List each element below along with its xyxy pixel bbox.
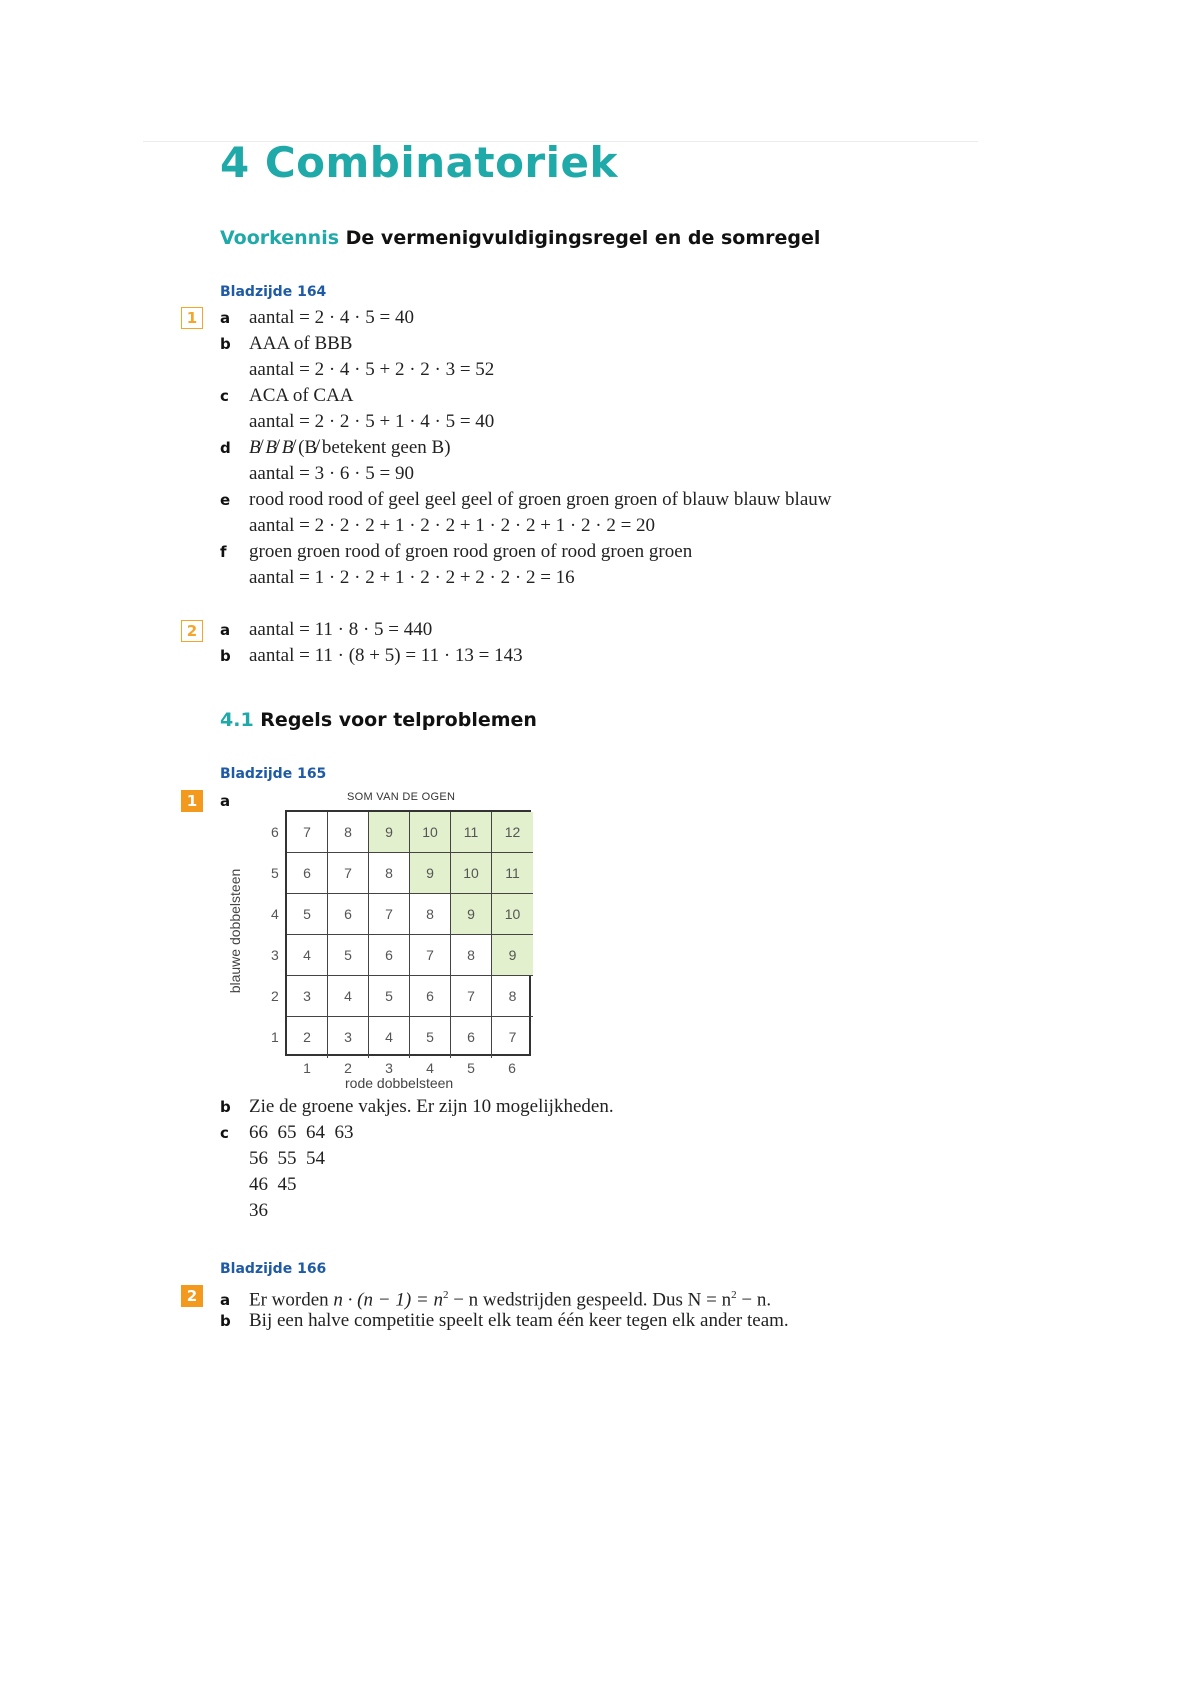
answer-text: rood rood rood of geel geel geel of groen groen groen of blauw blauw blauw [249,489,832,510]
table-cell: 12 [492,812,533,853]
x-tick-label: 5 [467,1060,475,1076]
answer-text: ACA of CAA [249,385,354,406]
letter-a: a [220,1291,231,1310]
x-tick-label: 3 [385,1060,393,1076]
letter-a: a [220,792,231,810]
x-tick-label: 2 [344,1060,352,1076]
answer-1d [220,436,451,460]
table-cell: 8 [369,853,410,894]
y-axis-label: blauwe dobbelsteen [227,868,243,994]
answer-1c-section2 [220,1121,354,1145]
table-cell: 10 [492,894,533,935]
answer-1b-section2 [220,1095,614,1119]
answer-1e-calc: aantal = 2 · 2 · 2 + 1 · 2 · 2 + 1 · 2 · 2 + 1 · 2 · 2 = 20 [249,515,656,536]
table-cell: 3 [328,1017,369,1058]
table-cell: 9 [410,853,451,894]
answer-1d-calc: aantal = 3 · 6 · 5 = 90 [249,463,414,484]
answer-1f [220,540,692,564]
table-cell: 7 [287,812,328,853]
table-cell: 9 [451,894,492,935]
table-cell: 5 [287,894,328,935]
table-cell: 11 [492,853,533,894]
letter-b: b [220,647,231,665]
answer-text: − n. [736,1289,772,1311]
table-cell: 7 [328,853,369,894]
table-cell: 6 [369,935,410,976]
y-tick-label: 3 [271,947,279,963]
superscript: 2 [731,1289,737,1301]
page-ref-166: Bladzijde 166 [220,1261,327,1277]
letter-b: b [220,1312,231,1330]
superscript: 2 [442,1289,449,1301]
answer-1b [220,332,352,356]
y-tick-label: 5 [271,865,279,881]
exercise-number-2: 2 [181,620,203,642]
table-cell: 9 [492,935,533,976]
letter-c: c [220,387,229,405]
letter-b: b [220,1098,231,1116]
answer-text: Zie de groene vakjes. Er zijn 10 mogelijkheden. [249,1096,614,1117]
answer-text: aantal = 11 · (8 + 5) = 11 · 13 = 143 [249,645,523,666]
answer-2a-section2 [220,1283,771,1312]
x-tick-label: 4 [426,1060,434,1076]
answer-text: groen groen rood of groen rood groen of rood groen groen [249,541,693,562]
y-tick-label: 1 [271,1029,279,1045]
answer-1c-calc: aantal = 2 · 2 · 5 + 1 · 4 · 5 = 40 [249,411,495,432]
table-cell: 9 [369,812,410,853]
exercise-number-1: 1 [181,307,203,329]
table-cell: 11 [451,812,492,853]
x-axis-label: rode dobbelsteen [345,1075,454,1091]
letter-d: d [220,439,231,457]
section-title: De vermenigvuldigingsregel en de somregel [345,227,821,249]
table-cell: 7 [451,976,492,1017]
table-cell: 2 [287,1017,328,1058]
y-tick-label: 4 [271,906,279,922]
table-cell: 4 [287,935,328,976]
table-cell: 7 [410,935,451,976]
table-cell: 8 [451,935,492,976]
table-cell: 5 [410,1017,451,1058]
table-cell: 5 [328,935,369,976]
chapter-title: 4 Combinatoriek [220,138,618,187]
answer-text: (B̸ betekent geen B) [293,437,451,458]
dice-sum-table [285,810,531,1056]
page-ref-164: Bladzijde 164 [220,284,327,300]
answer-text: AAA of BBB [249,333,353,354]
section-4-1 [220,709,537,731]
section-prefix: Voorkennis [220,227,340,249]
table-cell: 6 [328,894,369,935]
answer-2b-section2 [220,1309,789,1333]
math-expression: n · (n − 1) = n [333,1289,443,1311]
letter-a: a [220,309,231,327]
answer-text: Bij een halve competitie speelt elk team één keer tegen elk ander team. [249,1310,789,1331]
table-cell: 6 [451,1017,492,1058]
answer-1c-row3: 46 45 [249,1174,297,1195]
table-cell: 8 [410,894,451,935]
answer-text: aantal = 2 · 4 · 5 = 40 [249,307,414,328]
table-cell: 3 [287,976,328,1017]
letter-c: c [220,1124,229,1142]
page-ref-165: Bladzijde 165 [220,766,327,782]
letter-f: f [220,543,227,561]
answer-text-italic: B̸ B̸ B̸ [249,437,294,458]
exercise-number-2-section2: 2 [181,1285,203,1307]
table-cell: 6 [410,976,451,1017]
letter-b: b [220,335,231,353]
table-cell: 10 [410,812,451,853]
answer-1e [220,488,831,512]
chart-title: SOM VAN DE OGEN [347,791,456,803]
table-cell: 8 [492,976,533,1017]
answer-1f-calc: aantal = 1 · 2 · 2 + 1 · 2 · 2 + 2 · 2 · 2 = 16 [249,567,575,588]
table-cell: 4 [369,1017,410,1058]
answer-2b [220,644,523,668]
answer-text: 66 65 64 63 [249,1122,354,1143]
answer-text: aantal = 11 · 8 · 5 = 440 [249,619,433,640]
x-tick-label: 6 [508,1060,516,1076]
section-prefix: 4.1 [220,709,254,731]
answer-text: − n wedstrijden gespeeld. Dus N = n [448,1289,732,1311]
y-tick-label: 2 [271,988,279,1004]
letter-e: e [220,491,231,509]
table-cell: 4 [328,976,369,1017]
section-voorkennis [220,227,820,249]
x-tick-label: 1 [303,1060,311,1076]
answer-text: Er worden [249,1289,334,1311]
y-tick-label: 6 [271,824,279,840]
letter-a: a [220,621,231,639]
answer-1c-row2: 56 55 54 [249,1148,325,1169]
table-cell: 8 [328,812,369,853]
table-cell: 7 [508,1029,517,1045]
answer-1b-calc: aantal = 2 · 4 · 5 + 2 · 2 · 3 = 52 [249,359,495,380]
answer-2a [220,618,432,642]
answer-1c-row4: 36 [249,1200,268,1221]
answer-1a [220,306,414,330]
section-title: Regels voor telproblemen [260,709,537,731]
table-cell: 5 [369,976,410,1017]
table-cell: 6 [287,853,328,894]
table-cell: 10 [451,853,492,894]
exercise-number-1-section2: 1 [181,790,203,812]
answer-1c [220,384,354,408]
table-cell: 7 [369,894,410,935]
answer-1a-table-label [220,789,249,813]
